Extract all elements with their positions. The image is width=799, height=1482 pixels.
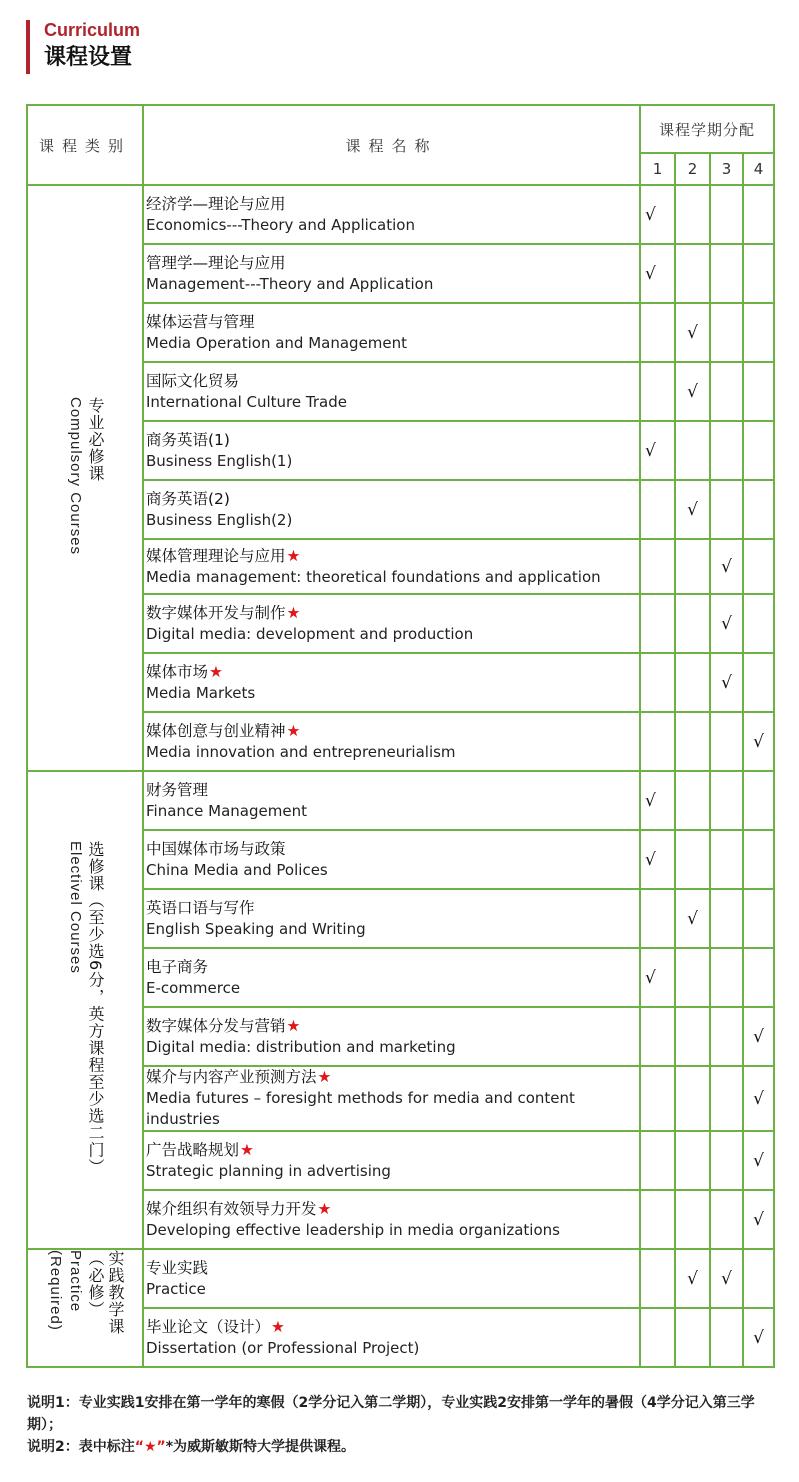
- semester-3-cell: [710, 1249, 743, 1308]
- semester-3-cell: [710, 948, 743, 1007]
- semester-3-cell: [710, 244, 743, 303]
- check-mark-icon: √: [645, 204, 656, 225]
- notes: [27, 1392, 777, 1458]
- semester-1-cell: [640, 1131, 675, 1190]
- westminster-star-icon: ★: [317, 1068, 332, 1086]
- semester-2-cell: [675, 771, 710, 830]
- semester-4-cell: [743, 712, 774, 771]
- course-name-en: International Culture Trade: [146, 392, 347, 411]
- course-name-cell: [143, 653, 640, 712]
- header-semester-2: 2: [675, 153, 710, 185]
- semester-1-cell: [640, 1066, 675, 1131]
- semester-4-cell: [743, 185, 774, 244]
- curriculum-table: [26, 104, 775, 1368]
- course-name-zh: [146, 662, 639, 683]
- course-name-zh: [146, 603, 639, 624]
- course-name-zh-text: 商务英语(2): [146, 489, 230, 508]
- course-name-zh-text: 数字媒体开发与制作: [146, 603, 286, 622]
- category-en: Electivel Courses: [67, 840, 84, 974]
- course-name-zh-text: 电子商务: [146, 957, 209, 976]
- course-name-zh: [146, 253, 639, 274]
- semester-3-cell: [710, 1131, 743, 1190]
- course-name-zh-text: 毕业论文（设计）: [146, 1317, 271, 1336]
- category-zh: 专业必修课: [86, 396, 105, 482]
- course-name-cell: [143, 889, 640, 948]
- westminster-star-icon: ★: [286, 546, 301, 565]
- semester-3-cell: [710, 1190, 743, 1249]
- semester-2-cell: [675, 1308, 710, 1367]
- westminster-star-icon: ★: [317, 1199, 332, 1218]
- course-row: [27, 185, 774, 244]
- semester-3-cell: [710, 362, 743, 421]
- semester-2-cell: [675, 362, 710, 421]
- semester-4-cell: [743, 1190, 774, 1249]
- check-mark-icon: √: [721, 1268, 732, 1289]
- check-mark-icon: √: [753, 1327, 764, 1348]
- semester-3-cell: [710, 889, 743, 948]
- check-mark-icon: √: [753, 1088, 764, 1109]
- note-2-prefix: 说明2：表中标注: [27, 1439, 135, 1455]
- semester-2-cell: [675, 303, 710, 362]
- course-name-cell: [143, 303, 640, 362]
- semester-2-cell: [675, 653, 710, 712]
- semester-2-cell: [675, 185, 710, 244]
- course-name-zh-text: 国际文化贸易: [146, 371, 240, 390]
- semester-2-cell: [675, 594, 710, 653]
- category-label: [65, 397, 105, 555]
- course-name-zh-text: 数字媒体分发与营销: [146, 1016, 286, 1035]
- westminster-star-icon: ★: [286, 603, 301, 622]
- semester-3-cell: [710, 303, 743, 362]
- westminster-star-icon: ★: [240, 1140, 254, 1159]
- course-name-en: Digital media: development and production: [146, 624, 474, 643]
- semester-4-cell: [743, 594, 774, 653]
- semester-1-cell: [640, 889, 675, 948]
- semester-4-cell: [743, 771, 774, 830]
- course-name-en: English Speaking and Writing: [146, 919, 366, 938]
- category-cell: [27, 185, 143, 771]
- course-name-zh: [146, 312, 639, 333]
- check-mark-icon: √: [753, 1150, 764, 1171]
- semester-2-cell: [675, 244, 710, 303]
- course-name-cell: [143, 1131, 640, 1190]
- check-mark-icon: √: [721, 613, 732, 634]
- semester-2-cell: [675, 1190, 710, 1249]
- course-name-zh: [146, 1199, 639, 1220]
- semester-1-cell: [640, 948, 675, 1007]
- course-name-cell: [143, 185, 640, 244]
- course-row: [27, 771, 774, 830]
- check-mark-icon: √: [753, 1026, 764, 1047]
- check-mark-icon: √: [645, 440, 656, 461]
- section-title-en: Curriculum: [44, 20, 141, 40]
- semester-2-cell: [675, 1249, 710, 1308]
- semester-3-cell: [710, 653, 743, 712]
- course-name-en: Business English(1): [146, 451, 293, 470]
- semester-3-cell: [710, 1308, 743, 1367]
- semester-2-cell: [675, 1131, 710, 1190]
- course-name-zh: [146, 721, 639, 742]
- course-name-en: Media innovation and entrepreneurialism: [146, 742, 456, 761]
- course-name-zh: [146, 780, 639, 801]
- semester-2-cell: [675, 480, 710, 539]
- semester-1-cell: [640, 244, 675, 303]
- course-name-cell: [143, 244, 640, 303]
- semester-2-cell: [675, 1066, 710, 1131]
- course-name-en: Strategic planning in advertising: [146, 1161, 391, 1180]
- semester-3-cell: [710, 771, 743, 830]
- course-name-en: Media Operation and Management: [146, 333, 408, 352]
- semester-1-cell: [640, 362, 675, 421]
- course-name-en: Finance Management: [146, 801, 307, 820]
- westminster-star-icon: ★: [286, 721, 301, 740]
- category-en: Compulsory Courses: [67, 396, 84, 556]
- course-name-en: E-commerce: [146, 978, 241, 997]
- semester-2-cell: [675, 421, 710, 480]
- course-name-cell: [143, 480, 640, 539]
- header-course-name: 课程名称: [143, 105, 640, 185]
- semester-1-cell: [640, 480, 675, 539]
- course-name-en: Developing effective leadership in media organizations: [146, 1220, 560, 1239]
- semester-3-cell: [710, 185, 743, 244]
- semester-1-cell: [640, 303, 675, 362]
- check-mark-icon: √: [687, 381, 698, 402]
- course-name-en: Practice: [146, 1279, 206, 1298]
- semester-4-cell: [743, 1131, 774, 1190]
- course-name-zh-text: 财务管理: [146, 780, 209, 799]
- semester-1-cell: [640, 653, 675, 712]
- semester-4-cell: [743, 244, 774, 303]
- header-semester-4: 4: [743, 153, 774, 185]
- course-name-zh: [146, 1258, 639, 1279]
- semester-2-cell: [675, 948, 710, 1007]
- course-name-zh: [146, 1067, 639, 1088]
- semester-4-cell: [743, 1007, 774, 1066]
- semester-3-cell: [710, 539, 743, 594]
- semester-1-cell: [640, 830, 675, 889]
- semester-4-cell: [743, 653, 774, 712]
- semester-1-cell: [640, 539, 675, 594]
- course-name-zh: [146, 1140, 639, 1161]
- westminster-star-icon: ★: [271, 1317, 285, 1336]
- category-en: Practice (Required): [47, 1250, 84, 1331]
- semester-4-cell: [743, 948, 774, 1007]
- course-name-zh: [146, 371, 639, 392]
- course-name-cell: [143, 1007, 640, 1066]
- semester-2-cell: [675, 712, 710, 771]
- semester-2-cell: [675, 539, 710, 594]
- course-name-cell: [143, 1066, 640, 1131]
- course-name-zh-text: 媒体创意与创业精神: [146, 721, 286, 740]
- check-mark-icon: √: [687, 499, 698, 520]
- header-semester-1: 1: [640, 153, 675, 185]
- semester-2-cell: [675, 889, 710, 948]
- note-2-mark: “★”: [134, 1439, 166, 1455]
- course-name-en: Digital media: distribution and marketing: [146, 1037, 456, 1056]
- check-mark-icon: √: [687, 322, 698, 343]
- header-semester-3: 3: [710, 153, 743, 185]
- course-name-zh: [146, 546, 639, 567]
- note-2-suffix: *为威斯敏斯特大学提供课程。: [165, 1439, 356, 1455]
- semester-4-cell: [743, 830, 774, 889]
- westminster-star-icon: ★: [286, 1016, 301, 1035]
- course-name-zh-text: 商务英语(1): [146, 430, 230, 449]
- semester-1-cell: [640, 1308, 675, 1367]
- semester-1-cell: [640, 1190, 675, 1249]
- semester-1-cell: [640, 771, 675, 830]
- semester-4-cell: [743, 421, 774, 480]
- header-semester-distribution: 课程学期分配: [640, 105, 774, 153]
- course-name-zh-text: 专业实践: [146, 1258, 209, 1277]
- course-name-zh: [146, 194, 639, 215]
- course-name-cell: [143, 948, 640, 1007]
- check-mark-icon: √: [753, 731, 764, 752]
- course-name-zh-text: 媒体运营与管理: [146, 312, 255, 331]
- semester-4-cell: [743, 1308, 774, 1367]
- semester-1-cell: [640, 1007, 675, 1066]
- header-category: 课程类别: [27, 105, 143, 185]
- semester-4-cell: [743, 303, 774, 362]
- course-name-zh: [146, 430, 639, 451]
- semester-4-cell: [743, 480, 774, 539]
- course-name-zh: [146, 898, 639, 919]
- category-zh: 选修课（至少选6分，英方课程至少选二门）: [86, 840, 105, 1176]
- category-zh: 实践教学课（必修）: [86, 1250, 125, 1335]
- category-cell: [27, 771, 143, 1249]
- semester-3-cell: [710, 1066, 743, 1131]
- course-name-zh-text: 媒体管理理论与应用: [146, 546, 286, 565]
- course-name-cell: [143, 362, 640, 421]
- course-name-zh-text: 管理学—理论与应用: [146, 253, 286, 272]
- course-name-en: China Media and Polices: [146, 860, 328, 879]
- semester-3-cell: [710, 830, 743, 889]
- course-name-en: Management---Theory and Application: [146, 274, 434, 293]
- semester-1-cell: [640, 185, 675, 244]
- course-name-zh: [146, 1016, 639, 1037]
- course-row: [27, 1249, 774, 1308]
- semester-3-cell: [710, 712, 743, 771]
- course-name-en: Media futures – foresight methods for media and content industries: [146, 1089, 575, 1128]
- course-name-en: Dissertation (or Professional Project): [146, 1338, 420, 1357]
- course-name-zh: [146, 1317, 639, 1338]
- semester-3-cell: [710, 594, 743, 653]
- course-name-en: Business English(2): [146, 510, 293, 529]
- course-name-zh: [146, 489, 639, 510]
- semester-4-cell: [743, 1249, 774, 1308]
- course-name-zh-text: 英语口语与写作: [146, 898, 255, 917]
- course-name-cell: [143, 830, 640, 889]
- section-header: [26, 20, 140, 74]
- course-name-en: Media management: theoretical foundations and application: [146, 567, 601, 586]
- semester-4-cell: [743, 539, 774, 594]
- course-name-cell: [143, 1308, 640, 1367]
- note-1: 说明1：专业实践1安排在第一学年的寒假（2学分记入第二学期），专业实践2安排第一学年的暑假（4学分记入第三学期）；: [27, 1395, 755, 1433]
- check-mark-icon: √: [645, 263, 656, 284]
- check-mark-icon: √: [753, 1209, 764, 1230]
- semester-1-cell: [640, 421, 675, 480]
- course-name-cell: [143, 771, 640, 830]
- westminster-star-icon: ★: [209, 662, 223, 681]
- course-name-en: Economics---Theory and Application: [146, 215, 415, 234]
- note-2: [27, 1436, 777, 1458]
- course-name-zh-text: 媒介与内容产业预测方法: [146, 1068, 317, 1086]
- semester-4-cell: [743, 362, 774, 421]
- category-label: [45, 1250, 125, 1362]
- semester-1-cell: [640, 1249, 675, 1308]
- course-name-zh-text: 媒介组织有效领导力开发: [146, 1199, 317, 1218]
- course-name-cell: [143, 421, 640, 480]
- semester-4-cell: [743, 889, 774, 948]
- semester-1-cell: [640, 712, 675, 771]
- check-mark-icon: √: [687, 1268, 698, 1289]
- course-name-zh-text: 经济学—理论与应用: [146, 194, 286, 213]
- course-name-cell: [143, 712, 640, 771]
- check-mark-icon: √: [687, 908, 698, 929]
- check-mark-icon: √: [645, 790, 656, 811]
- semester-4-cell: [743, 1066, 774, 1131]
- semester-3-cell: [710, 421, 743, 480]
- course-name-zh: [146, 839, 639, 860]
- semester-3-cell: [710, 480, 743, 539]
- check-mark-icon: √: [721, 672, 732, 693]
- table-header-row: [27, 105, 774, 153]
- course-name-en: Media Markets: [146, 683, 256, 702]
- section-title-zh: 课程设置: [44, 45, 133, 70]
- course-name-zh: [146, 957, 639, 978]
- course-name-zh-text: 中国媒体市场与政策: [146, 839, 286, 858]
- course-name-cell: [143, 1249, 640, 1308]
- check-mark-icon: √: [645, 967, 656, 988]
- semester-2-cell: [675, 1007, 710, 1066]
- semester-3-cell: [710, 1007, 743, 1066]
- course-name-cell: [143, 1190, 640, 1249]
- course-name-cell: [143, 539, 640, 594]
- course-name-zh-text: 广告战略规划: [146, 1140, 240, 1159]
- check-mark-icon: √: [645, 849, 656, 870]
- semester-1-cell: [640, 594, 675, 653]
- category-label: [65, 841, 105, 1175]
- category-cell: [27, 1249, 143, 1367]
- check-mark-icon: √: [721, 556, 732, 577]
- course-name-zh-text: 媒体市场: [146, 662, 209, 681]
- course-name-cell: [143, 594, 640, 653]
- semester-2-cell: [675, 830, 710, 889]
